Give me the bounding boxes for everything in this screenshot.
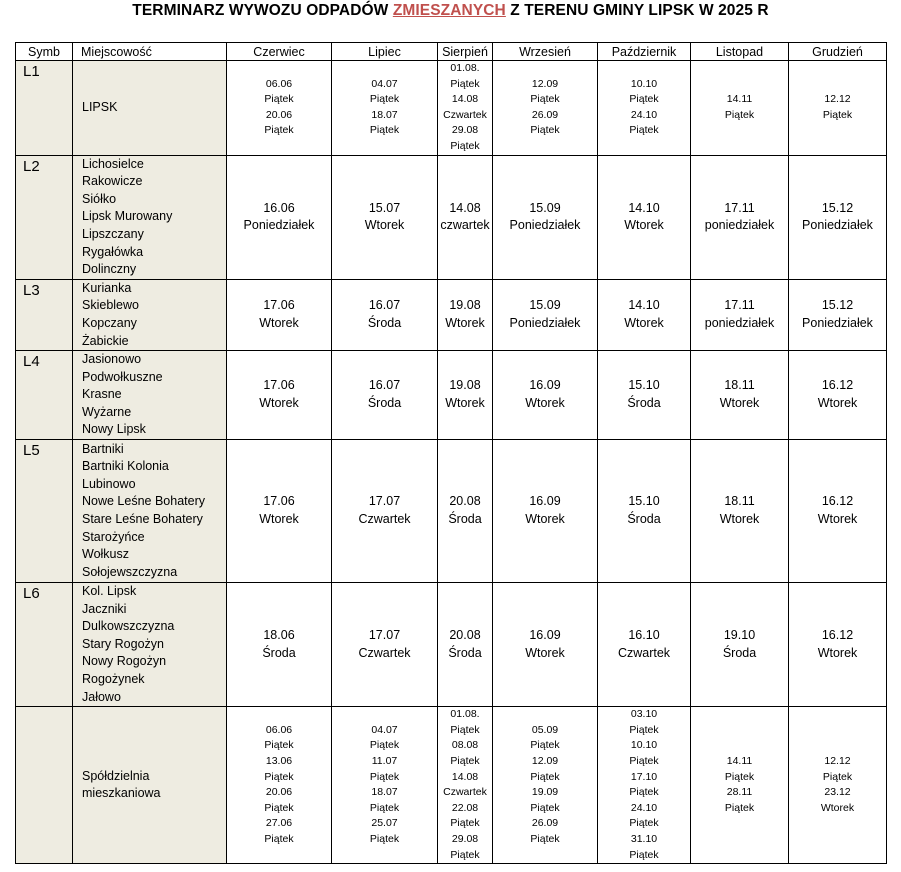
pickup-weekday: Piątek bbox=[724, 770, 755, 783]
location-name: Wołkusz bbox=[82, 547, 130, 562]
pickup-date: 01.08. bbox=[450, 708, 480, 721]
pickup-date: 14.10 bbox=[628, 200, 660, 215]
pickup-weekday: Piątek bbox=[629, 817, 659, 830]
pickup-weekday: Środa bbox=[722, 645, 757, 660]
pickup-date: 12.09 bbox=[531, 755, 559, 768]
location-cell bbox=[73, 440, 227, 583]
pickup-date: 04.07 bbox=[371, 723, 398, 736]
pickup-date: 15.12 bbox=[821, 298, 854, 313]
location-name: Bartniki Kolonia bbox=[82, 459, 169, 474]
symbol-cell: L4 bbox=[16, 351, 73, 440]
date-cell bbox=[691, 155, 789, 279]
pickup-weekday: Środa bbox=[627, 396, 661, 411]
location-cell bbox=[73, 155, 227, 279]
pickup-date: 20.06 bbox=[265, 108, 293, 121]
pickup-weekday: Środa bbox=[262, 645, 296, 660]
date-cell bbox=[691, 707, 789, 864]
pickup-weekday: Piątek bbox=[629, 93, 659, 106]
pickup-date: 15.10 bbox=[628, 494, 660, 509]
date-cell bbox=[493, 279, 598, 350]
location-name: Dolinczny bbox=[82, 262, 137, 277]
table-row bbox=[16, 351, 887, 440]
location-name: Skieblewo bbox=[82, 298, 139, 313]
date-cell bbox=[438, 279, 493, 350]
location-name: Spółdzielnia bbox=[82, 769, 150, 784]
pickup-weekday: Wtorek bbox=[817, 512, 858, 527]
pickup-weekday: Poniedziałek bbox=[509, 315, 581, 330]
header-month: Lipiec bbox=[332, 43, 438, 61]
pickup-date: 18.07 bbox=[371, 108, 398, 121]
location-name: Siółko bbox=[82, 191, 117, 206]
pickup-weekday: Piątek bbox=[264, 801, 294, 814]
pickup-date: 05.09 bbox=[531, 723, 559, 736]
pickup-weekday: Wtorek bbox=[817, 645, 858, 660]
pickup-weekday: Poniedziałek bbox=[802, 218, 873, 233]
date-cell bbox=[227, 279, 332, 350]
pickup-date: 16.12 bbox=[821, 378, 854, 393]
pickup-weekday: Piątek bbox=[264, 770, 294, 783]
location-name: Nowe Leśne Bohatery bbox=[82, 494, 205, 509]
location-name: Stary Rogożyn bbox=[82, 636, 164, 651]
pickup-date: 17.07 bbox=[368, 494, 401, 509]
pickup-weekday: Wtorek bbox=[259, 512, 299, 527]
pickup-date: 26.09 bbox=[531, 108, 559, 121]
pickup-date: 10.10 bbox=[630, 77, 658, 90]
pickup-date: 28.11 bbox=[726, 786, 753, 799]
pickup-weekday: Wtorek bbox=[719, 512, 760, 527]
pickup-date: 06.06 bbox=[265, 77, 293, 90]
location-name: Kopczany bbox=[82, 315, 137, 330]
pickup-date: 27.06 bbox=[265, 817, 293, 830]
date-cell bbox=[438, 155, 493, 279]
date-cell bbox=[493, 61, 598, 156]
pickup-weekday: Wtorek bbox=[525, 396, 565, 411]
location-name: Rakowicze bbox=[82, 174, 143, 189]
pickup-weekday: Piątek bbox=[369, 801, 400, 814]
pickup-weekday: Piątek bbox=[369, 739, 400, 752]
pickup-weekday: Piątek bbox=[629, 786, 659, 799]
pickup-date: 15.09 bbox=[529, 200, 561, 215]
pickup-weekday: Piątek bbox=[450, 723, 480, 736]
header-month: Wrzesień bbox=[493, 43, 598, 61]
pickup-date: 16.09 bbox=[529, 494, 561, 509]
date-cell bbox=[332, 583, 438, 707]
pickup-date: 01.08. bbox=[450, 62, 480, 74]
date-cell bbox=[493, 351, 598, 440]
pickup-date: 17.06 bbox=[263, 378, 295, 393]
pickup-weekday: Piątek bbox=[369, 124, 400, 137]
date-cell bbox=[789, 583, 887, 707]
pickup-date: 19.09 bbox=[531, 786, 559, 799]
pickup-weekday: Piątek bbox=[629, 124, 659, 137]
date-cell bbox=[691, 583, 789, 707]
pickup-date: 08.08 bbox=[451, 739, 479, 752]
pickup-date: 10.10 bbox=[630, 739, 658, 752]
date-cell bbox=[493, 155, 598, 279]
pickup-weekday: Wtorek bbox=[525, 512, 565, 527]
pickup-date: 29.08 bbox=[451, 833, 479, 845]
pickup-weekday: Piątek bbox=[724, 801, 755, 814]
pickup-weekday: Piątek bbox=[822, 770, 853, 783]
pickup-weekday: czwartek bbox=[440, 218, 490, 233]
pickup-date: 18.06 bbox=[263, 628, 295, 643]
date-cell bbox=[227, 351, 332, 440]
location-name: mieszkaniowa bbox=[82, 786, 161, 801]
pickup-weekday: Poniedziałek bbox=[509, 218, 581, 233]
date-cell bbox=[438, 440, 493, 583]
pickup-date: 15.09 bbox=[529, 298, 561, 313]
location-name: Lubinowo bbox=[82, 476, 136, 491]
title-before: TERMINARZ WYWOZU ODPADÓW bbox=[132, 2, 393, 19]
symbol-cell: L2 bbox=[16, 155, 73, 279]
pickup-weekday: Piątek bbox=[629, 723, 659, 736]
pickup-weekday: Piątek bbox=[450, 848, 480, 861]
pickup-weekday: Piątek bbox=[530, 770, 560, 783]
pickup-date: 16.07 bbox=[368, 298, 401, 313]
pickup-date: 18.07 bbox=[371, 786, 398, 799]
symbol-cell: L6 bbox=[16, 583, 73, 707]
table-row bbox=[16, 583, 887, 707]
table-row bbox=[16, 155, 887, 279]
pickup-date: 16.07 bbox=[368, 378, 401, 393]
pickup-date: 17.11 bbox=[724, 200, 755, 215]
pickup-date: 14.08 bbox=[449, 200, 481, 215]
location-name: Nowy Rogożyn bbox=[82, 654, 167, 669]
date-cell bbox=[332, 351, 438, 440]
schedule-table bbox=[15, 42, 887, 864]
location-cell bbox=[73, 583, 227, 707]
location-name: Kol. Lipsk bbox=[82, 584, 137, 599]
pickup-weekday: Piątek bbox=[450, 755, 480, 768]
pickup-weekday: Wtorek bbox=[259, 315, 299, 330]
pickup-date: 20.06 bbox=[265, 786, 293, 799]
pickup-weekday: Wtorek bbox=[820, 801, 855, 814]
table-row bbox=[16, 440, 887, 583]
pickup-weekday: Piątek bbox=[530, 801, 560, 814]
pickup-date: 13.06 bbox=[265, 755, 293, 768]
pickup-weekday: Piątek bbox=[264, 124, 294, 137]
date-cell bbox=[691, 351, 789, 440]
header-month: Sierpień bbox=[438, 43, 493, 61]
pickup-date: 16.12 bbox=[821, 628, 854, 643]
pickup-weekday: Piątek bbox=[530, 124, 560, 137]
location-cell bbox=[73, 707, 227, 864]
pickup-weekday: Piątek bbox=[369, 833, 400, 845]
pickup-date: 16.09 bbox=[529, 628, 561, 643]
date-cell bbox=[789, 279, 887, 350]
pickup-date: 16.06 bbox=[263, 200, 295, 215]
pickup-date: 20.08 bbox=[449, 628, 481, 643]
location-name: Lipszczany bbox=[82, 226, 144, 241]
pickup-weekday: Wtorek bbox=[817, 396, 858, 411]
pickup-date: 12.12 bbox=[824, 755, 851, 768]
date-cell bbox=[227, 155, 332, 279]
location-name: Podwołkuszne bbox=[82, 369, 163, 384]
pickup-date: 19.08 bbox=[449, 378, 481, 393]
pickup-weekday: Wtorek bbox=[259, 396, 299, 411]
pickup-date: 14.11 bbox=[726, 755, 753, 768]
pickup-weekday: Środa bbox=[367, 396, 402, 411]
pickup-weekday: Piątek bbox=[264, 833, 294, 845]
pickup-weekday: Czwartek bbox=[358, 645, 411, 660]
date-cell bbox=[598, 707, 691, 864]
pickup-date: 14.08 bbox=[451, 770, 479, 783]
pickup-weekday: Piątek bbox=[450, 139, 480, 152]
pickup-weekday: Środa bbox=[367, 315, 402, 330]
pickup-date: 06.06 bbox=[265, 723, 293, 736]
pickup-date: 17.10 bbox=[630, 770, 658, 783]
pickup-weekday: Poniedziałek bbox=[243, 218, 315, 233]
date-cell bbox=[438, 61, 493, 156]
pickup-weekday: Piątek bbox=[629, 755, 659, 768]
location-name: Kurianka bbox=[82, 280, 132, 295]
date-cell bbox=[598, 155, 691, 279]
pickup-date: 04.07 bbox=[371, 77, 398, 90]
table-row bbox=[16, 707, 887, 864]
pickup-date: 29.08 bbox=[451, 124, 479, 137]
pickup-weekday: Wtorek bbox=[624, 315, 664, 330]
header-location: Miejscowość bbox=[73, 43, 227, 61]
date-cell bbox=[691, 440, 789, 583]
location-name: Sołojewszczyzna bbox=[82, 564, 178, 579]
date-cell bbox=[691, 61, 789, 156]
pickup-weekday: Czwartek bbox=[358, 512, 411, 527]
pickup-date: 14.08 bbox=[451, 93, 479, 106]
pickup-date: 16.10 bbox=[628, 628, 660, 643]
pickup-date: 19.10 bbox=[723, 628, 756, 643]
pickup-date: 15.10 bbox=[628, 378, 660, 393]
location-name: Dulkowszczyzna bbox=[82, 619, 175, 634]
date-cell bbox=[789, 707, 887, 864]
date-cell bbox=[332, 440, 438, 583]
date-cell bbox=[438, 707, 493, 864]
pickup-date: 26.09 bbox=[531, 817, 559, 830]
location-name: Krasne bbox=[82, 387, 122, 402]
pickup-date: 16.09 bbox=[529, 378, 561, 393]
date-cell bbox=[789, 155, 887, 279]
pickup-weekday: Wtorek bbox=[445, 396, 485, 411]
pickup-weekday: Wtorek bbox=[525, 645, 565, 660]
date-cell bbox=[493, 583, 598, 707]
location-name: Bartniki bbox=[82, 441, 124, 456]
title-after: Z TERENU GMINY LIPSK W 2025 R bbox=[505, 2, 769, 19]
header-symb: Symb bbox=[16, 43, 73, 61]
date-cell bbox=[332, 155, 438, 279]
pickup-date: 11.07 bbox=[371, 755, 398, 768]
date-cell bbox=[789, 351, 887, 440]
pickup-weekday: Piątek bbox=[264, 93, 294, 106]
date-cell bbox=[691, 279, 789, 350]
table-row bbox=[16, 279, 887, 350]
location-cell bbox=[73, 279, 227, 350]
location-cell bbox=[73, 61, 227, 156]
pickup-weekday: Środa bbox=[448, 645, 482, 660]
date-cell bbox=[227, 583, 332, 707]
header-month: Czerwiec bbox=[227, 43, 332, 61]
pickup-date: 14.10 bbox=[628, 298, 660, 313]
location-name: Lichosielce bbox=[82, 156, 144, 171]
pickup-date: 03.10 bbox=[630, 708, 658, 721]
header-month: Listopad bbox=[691, 43, 789, 61]
table-row bbox=[16, 61, 887, 156]
symbol-cell: L1 bbox=[16, 61, 73, 156]
pickup-weekday: Czwartek bbox=[617, 645, 671, 660]
location-name: Rogożynek bbox=[82, 672, 145, 687]
page-title bbox=[0, 2, 901, 20]
date-cell bbox=[438, 351, 493, 440]
date-cell bbox=[789, 440, 887, 583]
pickup-weekday: Piątek bbox=[724, 108, 755, 121]
symbol-cell: L3 bbox=[16, 279, 73, 350]
pickup-date: 12.09 bbox=[531, 77, 559, 90]
pickup-date: 24.10 bbox=[630, 801, 658, 814]
date-cell bbox=[789, 61, 887, 156]
pickup-weekday: Wtorek bbox=[719, 396, 760, 411]
date-cell bbox=[493, 707, 598, 864]
pickup-date: 19.08 bbox=[449, 298, 481, 313]
pickup-date: 31.10 bbox=[630, 833, 658, 845]
title-accent: ZMIESZANYCH bbox=[392, 2, 506, 19]
pickup-weekday: Piątek bbox=[369, 93, 400, 106]
location-name: Jałowo bbox=[82, 689, 121, 704]
pickup-date: 23.12 bbox=[824, 786, 851, 799]
pickup-weekday: Wtorek bbox=[624, 218, 664, 233]
location-name: Żabickie bbox=[82, 333, 129, 348]
pickup-weekday: Piątek bbox=[530, 93, 560, 106]
pickup-date: 25.07 bbox=[371, 817, 398, 830]
date-cell bbox=[598, 583, 691, 707]
pickup-weekday: Środa bbox=[448, 512, 482, 527]
pickup-date: 14.11 bbox=[726, 93, 753, 106]
date-cell bbox=[493, 440, 598, 583]
date-cell bbox=[598, 440, 691, 583]
location-name: Nowy Lipsk bbox=[82, 422, 146, 437]
date-cell bbox=[332, 61, 438, 156]
date-cell bbox=[227, 61, 332, 156]
header-month: Grudzień bbox=[789, 43, 887, 61]
pickup-date: 22.08 bbox=[451, 801, 479, 814]
symbol-cell: L5 bbox=[16, 440, 73, 583]
pickup-date: 15.07 bbox=[368, 200, 401, 215]
header-month: Październik bbox=[598, 43, 691, 61]
pickup-date: 17.06 bbox=[263, 494, 295, 509]
location-cell bbox=[73, 351, 227, 440]
date-cell bbox=[598, 279, 691, 350]
pickup-weekday: Piątek bbox=[822, 108, 853, 121]
date-cell bbox=[227, 707, 332, 864]
date-cell bbox=[438, 583, 493, 707]
pickup-date: 12.12 bbox=[824, 93, 851, 106]
pickup-weekday: Piątek bbox=[629, 848, 659, 861]
pickup-weekday: Wtorek bbox=[364, 218, 405, 233]
pickup-weekday: poniedziałek bbox=[704, 218, 775, 233]
pickup-date: 15.12 bbox=[821, 200, 854, 215]
pickup-date: 17.07 bbox=[368, 628, 401, 643]
location-name: Stare Leśne Bohatery bbox=[82, 512, 203, 527]
pickup-weekday: Czwartek bbox=[443, 786, 487, 799]
pickup-weekday: Piątek bbox=[530, 739, 560, 752]
pickup-date: 18.11 bbox=[724, 378, 755, 393]
pickup-date: 18.11 bbox=[724, 494, 755, 509]
pickup-weekday: Piątek bbox=[530, 833, 560, 845]
pickup-weekday: Środa bbox=[627, 512, 661, 527]
pickup-date: 17.06 bbox=[263, 298, 295, 313]
location-name: Jaczniki bbox=[82, 601, 127, 616]
location-name: Jasionowo bbox=[82, 352, 142, 367]
pickup-date: 17.11 bbox=[724, 298, 755, 313]
location-name: Wyżarne bbox=[82, 404, 132, 419]
symbol-cell bbox=[16, 707, 73, 864]
pickup-weekday: Czwartek bbox=[443, 108, 487, 121]
date-cell bbox=[332, 279, 438, 350]
location-name: Lipsk Murowany bbox=[82, 209, 173, 224]
pickup-date: 20.08 bbox=[449, 494, 481, 509]
pickup-weekday: Piątek bbox=[369, 770, 400, 783]
header-row bbox=[16, 43, 887, 61]
location-name: Rygałówka bbox=[82, 244, 144, 259]
date-cell bbox=[598, 351, 691, 440]
pickup-weekday: Poniedziałek bbox=[802, 315, 873, 330]
pickup-weekday: Wtorek bbox=[445, 315, 485, 330]
pickup-date: 16.12 bbox=[821, 494, 854, 509]
pickup-weekday: poniedziałek bbox=[704, 315, 775, 330]
pickup-date: 24.10 bbox=[630, 108, 658, 121]
location-name: LIPSK bbox=[82, 100, 118, 115]
pickup-weekday: Piątek bbox=[450, 817, 480, 830]
date-cell bbox=[598, 61, 691, 156]
date-cell bbox=[332, 707, 438, 864]
location-name: Starożyńce bbox=[82, 529, 145, 544]
pickup-weekday: Piątek bbox=[450, 77, 480, 90]
pickup-weekday: Piątek bbox=[264, 739, 294, 752]
date-cell bbox=[227, 440, 332, 583]
